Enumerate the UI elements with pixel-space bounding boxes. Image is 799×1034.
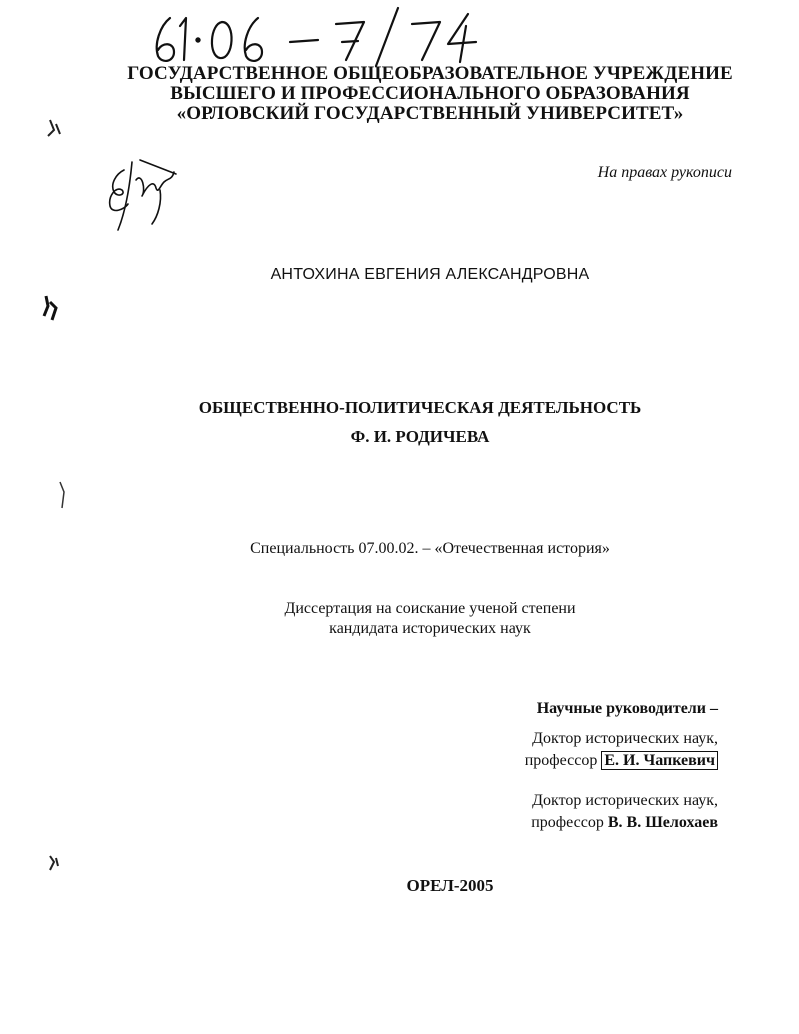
- title-line-1: ОБЩЕСТВЕННО-ПОЛИТИЧЕСКАЯ ДЕЯТЕЛЬНОСТЬ: [198, 398, 642, 417]
- supervisors-heading: Научные руководители –: [536, 700, 718, 717]
- supervisor-rank-line: [460, 812, 718, 834]
- handwritten-signature: [102, 150, 182, 242]
- organization-line-2: ВЫСШЕГО И ПРОФЕССИОНАЛЬНОГО ОБРАЗОВАНИЯ: [170, 83, 690, 104]
- degree-statement: [150, 599, 710, 639]
- scan-speck: [44, 852, 62, 874]
- organization-line-1: ГОСУДАРСТВЕННОЕ ОБЩЕОБРАЗОВАТЕЛЬНОЕ УЧРЕЖДЕНИЕ: [127, 63, 733, 84]
- supervisor-rank: профессор: [524, 752, 598, 769]
- scan-speck: [56, 480, 68, 510]
- supervisor-name: В. В. Шелохаев: [607, 814, 718, 831]
- organization-header: [100, 64, 760, 124]
- manuscript-note: На правах рукописи: [597, 164, 732, 181]
- supervisor-rank: профессор: [531, 814, 604, 831]
- dissertation-title: [120, 393, 720, 451]
- degree-line-1: Диссертация на соискание ученой степени: [284, 600, 576, 617]
- scan-speck: [40, 294, 62, 328]
- supervisor-entry: [460, 728, 718, 772]
- supervisor-entry: [460, 790, 718, 834]
- supervisor-degree: Доктор исторических наук,: [532, 792, 718, 809]
- supervisor-name: Е. И. Чапкевич: [601, 751, 718, 770]
- title-line-2: Ф. И. РОДИЧЕВА: [350, 427, 490, 446]
- handwritten-number-drawing: [150, 4, 480, 68]
- supervisors-block: [460, 698, 718, 852]
- scan-speck: [44, 116, 64, 140]
- degree-line-2: кандидата исторических наук: [329, 620, 531, 637]
- supervisor-degree: Доктор исторических наук,: [532, 730, 718, 747]
- city-year: ОРЕЛ-2005: [406, 876, 494, 895]
- organization-line-3: «ОРЛОВСКИЙ ГОСУДАРСТВЕННЫЙ УНИВЕРСИТЕТ»: [176, 103, 684, 124]
- specialty-line: Специальность 07.00.02. – «Отечественная история»: [250, 540, 610, 557]
- handwritten-archive-number: [150, 4, 480, 68]
- author-name: АНТОХИНА ЕВГЕНИЯ АЛЕКСАНДРОВНА: [270, 266, 590, 283]
- supervisor-rank-line: [460, 750, 718, 772]
